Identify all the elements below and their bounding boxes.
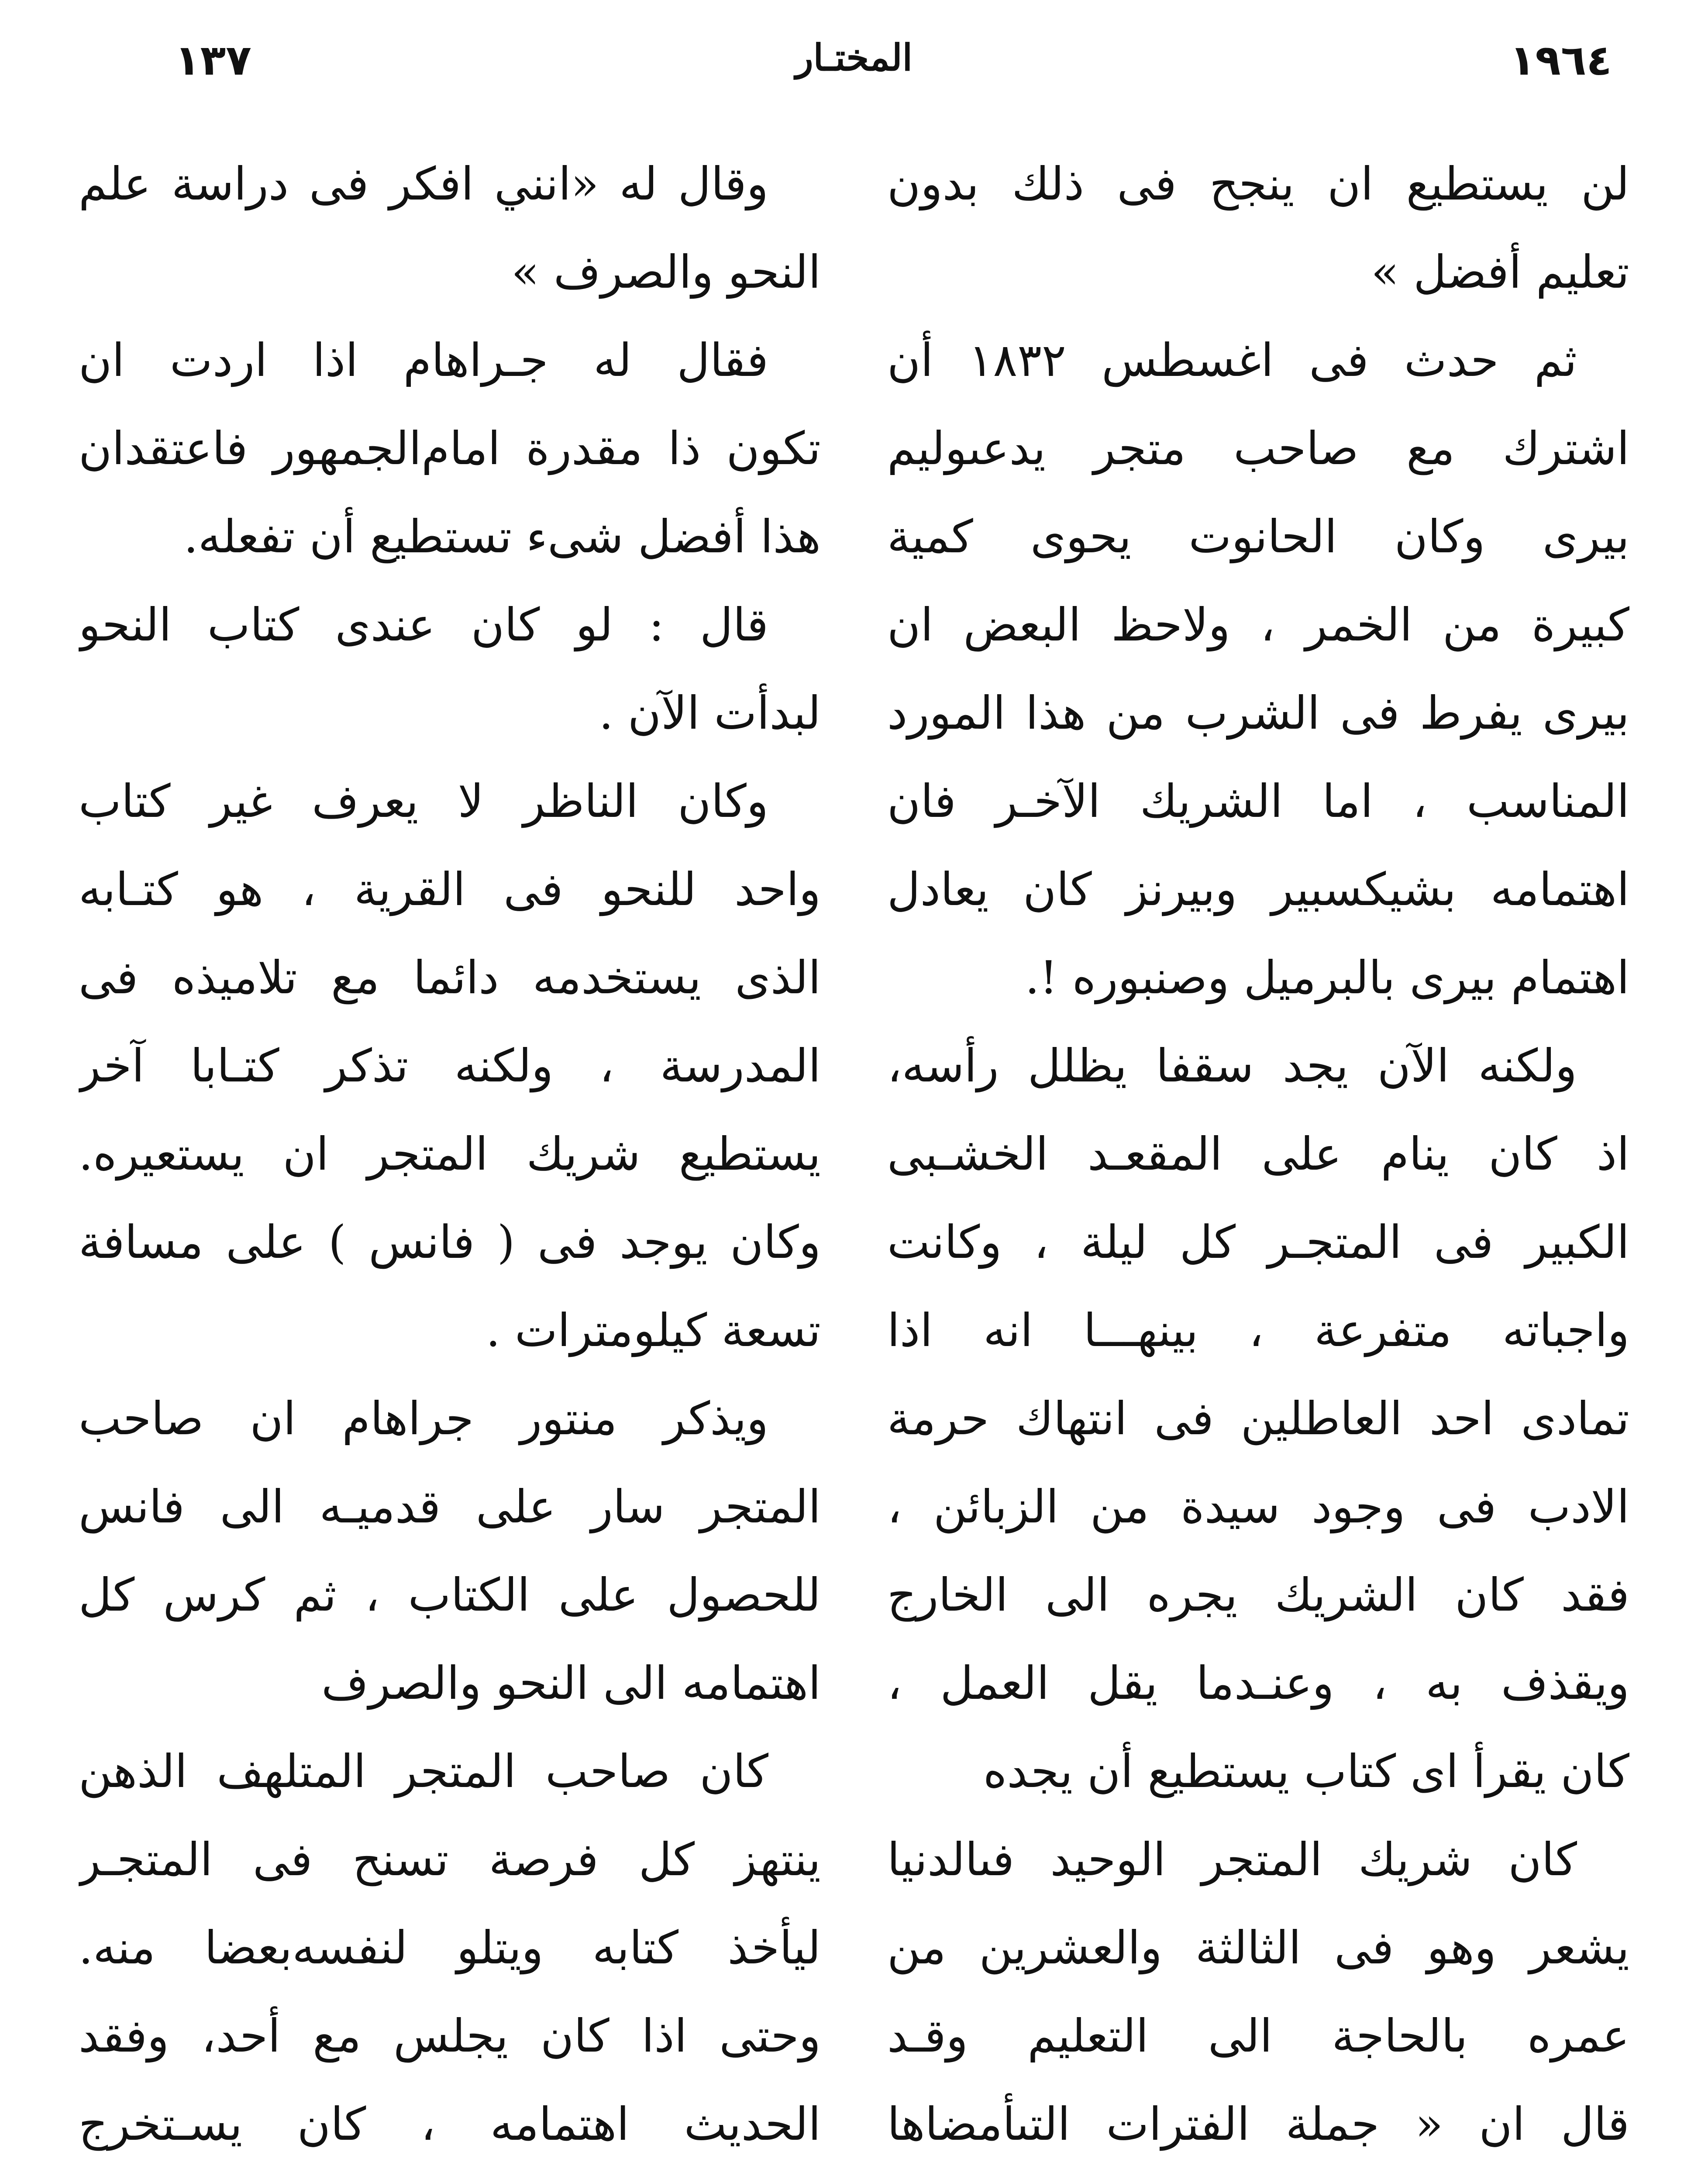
text-line: وكان يوجد فى ( فانس ) على مسافة [79, 1215, 821, 1269]
text-line: الحديث اهتمامه ، كان يسـتخرج [79, 2097, 821, 2151]
text-line: كان يقرأ اى كتاب يستطيع أن يجده [983, 1745, 1629, 1798]
article-body [79, 140, 1629, 2183]
text-line: واجباته متفرعة ، بينهـــا انه اذا [887, 1304, 1629, 1357]
text-line: كبيرة من الخمر ، ولاحظ البعض ان [887, 598, 1629, 651]
text-line: لبدأت الآن . [599, 686, 821, 740]
text-line: كان صاحب المتجر المتلهف الذهن [79, 1745, 768, 1798]
text-line: ينتهز كل فرصة تسنح فى المتجـر [79, 1833, 821, 1886]
text-line: الادب فى وجود سيدة من الزبائن ، [887, 1480, 1629, 1533]
magazine-title: المختـار [795, 36, 913, 79]
text-line: وحتى اذا كان يجلس مع أحد، وفقد [79, 2009, 821, 2062]
text-line: يستطيع شريك المتجر ان يستعيره. [79, 1127, 821, 1181]
text-line: ويقذف به ، وعنـدما يقل العمل ، [887, 1656, 1629, 1710]
text-line [887, 2168, 1629, 2183]
text-line: الكبير فى المتجـر كل ليلة ، وكانت [887, 1215, 1629, 1269]
text-line: هذا أفضل شىء تستطيع أن تفعله. [183, 510, 821, 563]
text-line: اذ كان ينام على المقعـد الخشـبى [887, 1127, 1629, 1181]
text-line: واحد للنحو فى القرية ، هو كتـابه [79, 863, 821, 916]
page-number: ١٣٧ [175, 36, 251, 85]
text-line: تسعة كيلومترات . [486, 1304, 821, 1357]
text-line: كان شريك المتجر الوحيد فىالدنيا [887, 1833, 1577, 1886]
issue-year: ١٩٦٤ [1509, 36, 1612, 85]
text-column-right [887, 140, 1629, 2183]
text-line: تمادى احد العاطلين فى انتهاك حرمة [887, 1392, 1629, 1445]
text-line: ولكنه الآن يجد سقفا يظلل رأسه، [887, 1039, 1577, 1092]
text-line [79, 2168, 821, 2183]
text-line: لن يستطيع ان ينجح فى ذلك بدون [887, 157, 1629, 210]
text-line: وكان الناظر لا يعرف غير كتاب [79, 775, 768, 828]
text-line: اهتمامه بشيكسبير وبيرنز كان يعادل [887, 863, 1629, 916]
text-line: تعليم أفضل » [1371, 245, 1629, 299]
text-line: ثم حدث فى اغسطس ١٨٣٢ أن [887, 334, 1577, 387]
text-column-left [79, 140, 821, 2183]
text-line: قال ان « جملة الفترات التىأمضاها [887, 2097, 1629, 2151]
text-line: بيرى وكان الحانوت يحوى كمية [887, 510, 1629, 563]
text-line: يشعر وهو فى الثالثة والعشرين من [887, 1921, 1629, 1974]
page-header [79, 22, 1629, 109]
text-line: النحو والصرف » [511, 245, 821, 299]
text-line: فقد كان الشريك يجره الى الخارج [887, 1568, 1629, 1622]
text-line: عمره بالحاجة الى التعليم وقـد [887, 2009, 1629, 2062]
text-line: بيرى يفرط فى الشرب من هذا المورد [887, 686, 1629, 740]
text-line: وقال له «انني افكر فى دراسة علم [79, 157, 768, 210]
text-line: اشترك مع صاحب متجر يدعىوليم [887, 422, 1629, 475]
text-line: المناسب ، اما الشريك الآخـر فان [887, 775, 1629, 828]
text-line: المدرسة ، ولكنه تذكر كتـابا آخر [79, 1039, 821, 1092]
text-line: اهتمامه الى النحو والصرف [321, 1656, 821, 1710]
text-line: الذى يستخدمه دائما مع تلاميذه فى [79, 951, 821, 1004]
text-line: المتجر سار على قدميـه الى فانس [79, 1480, 821, 1533]
text-line: ويذكر منتور جراهام ان صاحب [79, 1392, 768, 1445]
text-line: ليأخذ كتابه ويتلو لنفسه‌بعضا منه. [79, 1921, 821, 1974]
text-line: فقال له جـراهام اذا اردت ان [79, 334, 768, 387]
text-line: تكون ذا مقدرة امام‌الجمهور فاعتقدان [79, 422, 821, 475]
text-line: اهتمام بيرى بالبرميل وصنبوره !. [1025, 951, 1629, 1004]
text-line: قال : لو كان عندى كتاب النحو [79, 598, 768, 651]
text-line: للحصول على الكتاب ، ثم كرس كل [79, 1568, 821, 1622]
